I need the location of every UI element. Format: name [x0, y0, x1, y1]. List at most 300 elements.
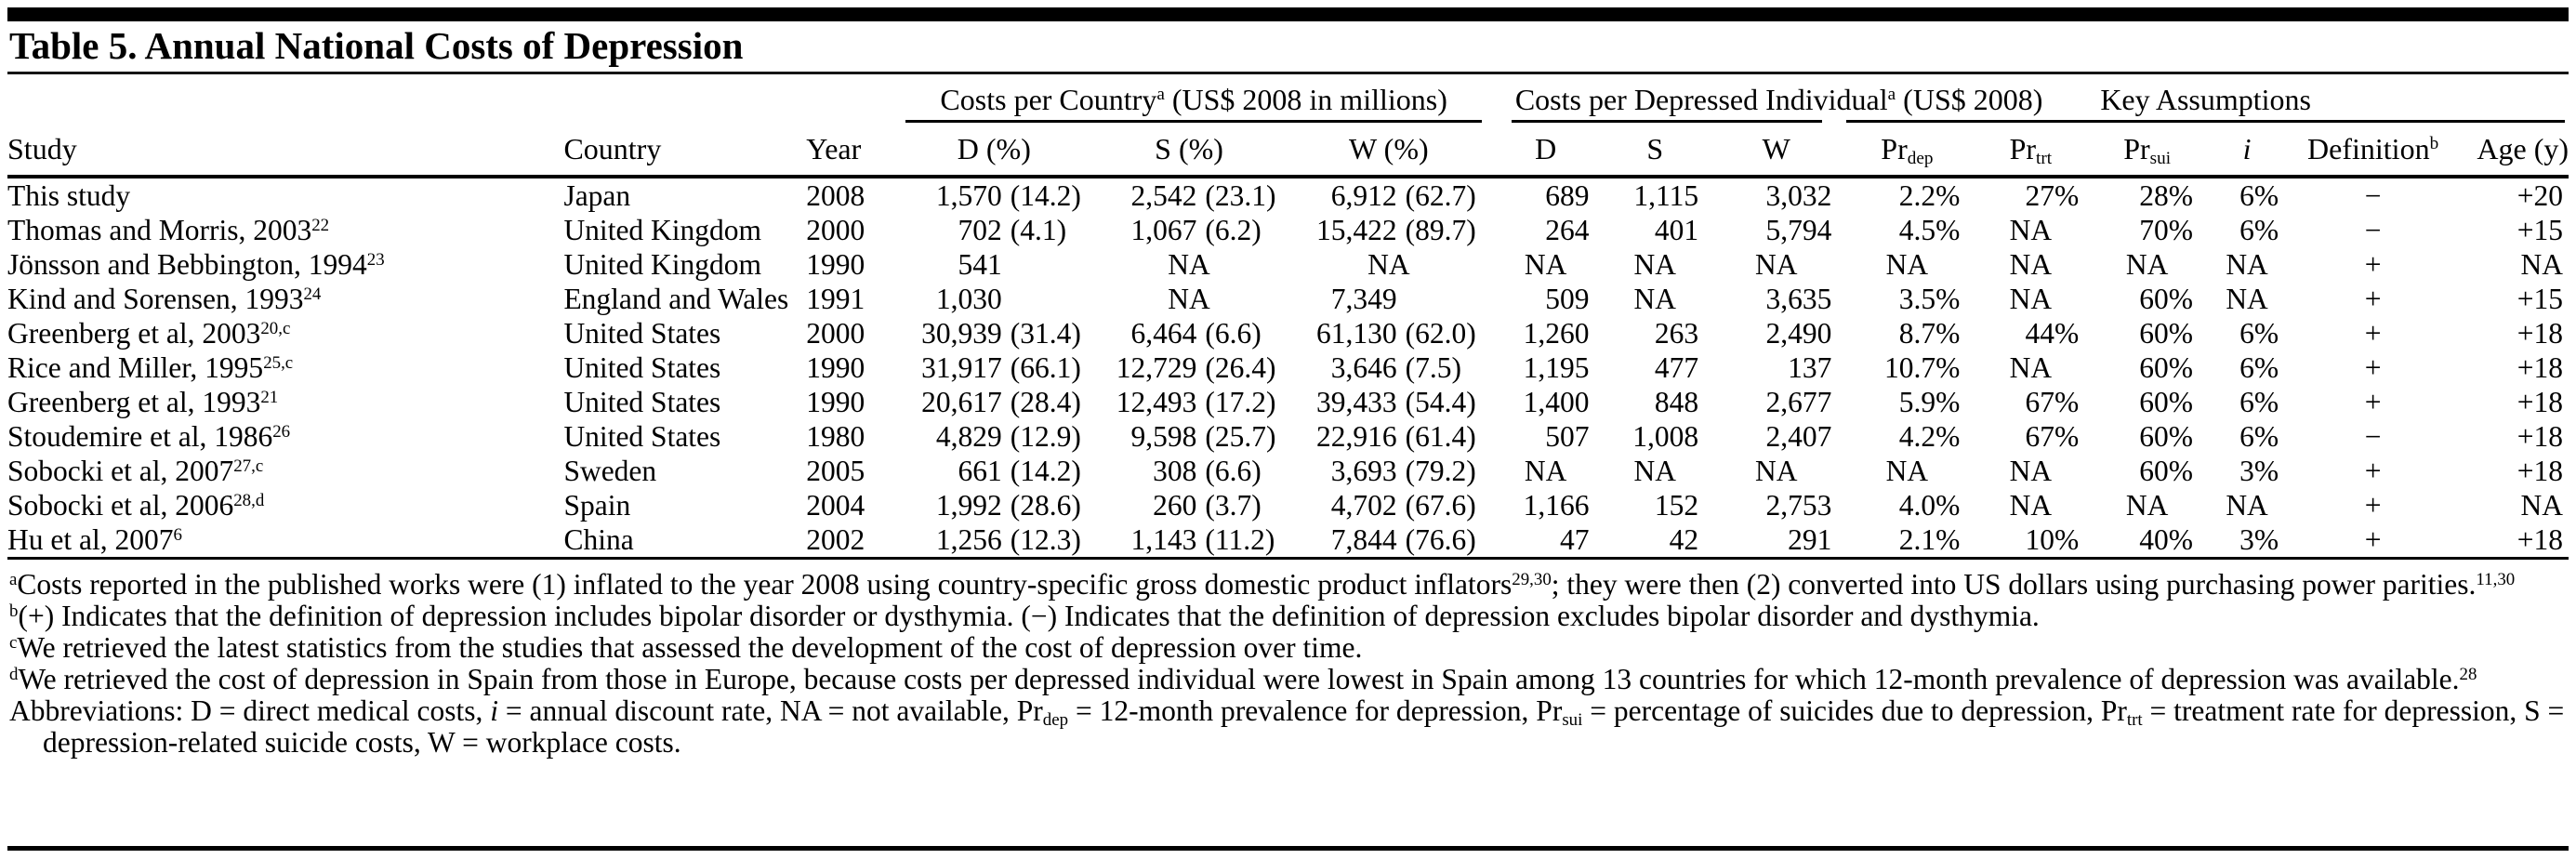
cell-age: +18	[2517, 351, 2563, 384]
cell-country: Japan	[563, 179, 631, 212]
footnote-d: $^d$We retrieved the cost of depression in Spain from those in Europe, because costs per depressed individual were lowest in Spain among 13 countries for which 12-month prevalence of depression was available.$^{28}$	[9, 663, 2477, 695]
cell-pr_dep: 5.9%	[1898, 386, 1961, 418]
cost-amount: 3,646	[1330, 351, 1397, 384]
cost-amount: 4,702	[1330, 489, 1397, 522]
column-header-study: Study	[7, 123, 563, 177]
cell-s_ind: NA	[1633, 455, 1677, 487]
cost-amount: 1,067	[1130, 214, 1197, 246]
cell-country: United Kingdom	[563, 214, 762, 246]
table-row	[7, 385, 2569, 419]
cost-value	[1287, 316, 1491, 350]
cell-d_pct	[896, 385, 1091, 419]
column-header-row	[7, 123, 2569, 177]
cell-w_pct	[1287, 454, 1491, 488]
column-header-w_ind: W	[1710, 123, 1843, 177]
cell-w_ind: 2,490	[1765, 317, 1832, 350]
cell-definition: −	[2364, 420, 2382, 453]
cell-s_pct	[1091, 454, 1287, 488]
cost-percent	[1397, 282, 1491, 316]
cell-definition: −	[2364, 214, 2382, 246]
cell-year: 1991	[806, 283, 865, 315]
cost-amount: 39,433	[1316, 386, 1397, 418]
cost-percent: (3.7)	[1205, 489, 1262, 522]
cell-s_pct: NA	[1168, 248, 1210, 281]
table-row	[7, 419, 2569, 454]
column-header-pr_sui: $Pr_{sui}$	[2090, 123, 2204, 177]
cell-definition: +	[2290, 522, 2456, 559]
cell-age: NA	[2520, 489, 2563, 522]
cell-study: Thomas and Morris, 2003$^{22}$	[7, 214, 330, 246]
cell-pr_trt: 10%	[1971, 522, 2090, 559]
cell-study: Stoudemire et al, 1986$^{26}$	[7, 420, 291, 453]
column-header-country: Country	[563, 123, 806, 177]
cost-percent: (6.2)	[1205, 214, 1262, 246]
cost-percent: (17.2)	[1205, 386, 1276, 418]
cell-pr_dep: 4.0%	[1898, 489, 1961, 522]
cell-s_pct: NA	[1168, 283, 1210, 315]
cell-s_pct	[1091, 316, 1287, 350]
column-header-i: i	[2204, 123, 2290, 177]
group-header-label: Costs per Country$^a$ (US$ 2008 in millions)	[905, 82, 1481, 123]
cell-definition: +	[2364, 351, 2382, 384]
cell-d_ind: 1,260	[1523, 317, 1590, 350]
cell-d_pct	[896, 454, 1091, 488]
cost-value	[1287, 522, 1491, 557]
cell-d_ind: 1,166	[1523, 489, 1590, 522]
bottom-rule-bar	[7, 846, 2569, 851]
group-header-blank	[7, 76, 896, 123]
cell-year: 2000	[806, 214, 865, 246]
footnote-b: $^b$(+) Indicates that the definition of depression includes bipolar disorder or dysthymia. (−) Indicates that the definition of depression excludes bipolar disorder and dysthymia.	[9, 600, 2040, 632]
cell-w_pct	[1287, 177, 1491, 213]
cost-value	[1091, 454, 1287, 488]
table-row	[7, 247, 2569, 282]
cost-amount: 6,912	[1330, 179, 1397, 212]
top-rule-bar	[7, 7, 2569, 21]
cost-amount: 7,844	[1330, 523, 1397, 556]
cell-w_pct	[1287, 385, 1491, 419]
cell-pr_trt: NA	[2009, 214, 2053, 246]
cell-country: United States	[563, 317, 721, 350]
cost-percent: (26.4)	[1205, 351, 1276, 384]
cell-s_pct	[1091, 419, 1287, 454]
cost-amount: 308	[1153, 455, 1197, 487]
cost-value	[896, 522, 1091, 557]
cost-amount: 3,693	[1330, 455, 1397, 487]
cost-percent: (7.5)	[1405, 351, 1461, 384]
cost-amount: 9,598	[1130, 420, 1197, 453]
cell-s_ind: 1,115	[1633, 179, 1699, 212]
cost-amount: 2,542	[1130, 179, 1197, 212]
cell-country: Spain	[563, 489, 631, 522]
cost-value	[1091, 488, 1287, 522]
cell-d_ind: NA	[1524, 248, 1567, 281]
cell-pr_sui: 28%	[2139, 179, 2194, 212]
cell-w_pct	[1287, 488, 1491, 522]
cell-w_pct: NA	[1367, 248, 1410, 281]
cell-pr_sui: 60%	[2139, 386, 2194, 418]
cell-study: Greenberg et al, 2003$^{20,c}$	[7, 317, 291, 350]
cell-country: Sweden	[563, 455, 657, 487]
cost-amount: 4,829	[935, 420, 1002, 453]
cell-pr_trt: 44%	[2025, 317, 2080, 350]
cell-s_ind: 477	[1654, 351, 1699, 384]
cost-amount: 15,422	[1316, 214, 1397, 246]
cost-percent: (12.9)	[1010, 420, 1081, 453]
cell-i: 6%	[2239, 317, 2279, 350]
cost-value	[1287, 454, 1491, 488]
cost-percent: (6.6)	[1205, 455, 1262, 487]
cost-value	[1287, 385, 1491, 419]
table-row	[7, 316, 2569, 350]
cell-definition: +	[2364, 283, 2382, 315]
cost-value	[1091, 522, 1287, 557]
cost-amount: 61,130	[1316, 317, 1397, 350]
cell-pr_trt: 27%	[2025, 179, 2080, 212]
cost-value	[1091, 350, 1287, 385]
cell-pr_trt: NA	[2009, 283, 2053, 315]
cell-year: 2005	[806, 455, 865, 487]
cell-pr_dep: 8.7%	[1898, 317, 1961, 350]
cell-d_pct	[896, 282, 1091, 316]
cost-percent: (12.3)	[1010, 523, 1081, 556]
cell-age: +18	[2456, 522, 2569, 559]
cell-s_pct	[1091, 213, 1287, 247]
cell-w_ind: 2,753	[1765, 489, 1832, 522]
cost-value	[1287, 282, 1491, 316]
table-row	[7, 282, 2569, 316]
cell-w_ind: 2,407	[1765, 420, 1832, 453]
cell-age: +15	[2517, 283, 2563, 315]
cell-country: United States	[563, 386, 721, 418]
cost-value	[896, 178, 1091, 213]
footnotes-section	[7, 560, 2569, 759]
cost-amount: 12,493	[1116, 386, 1197, 418]
cell-d_pct	[896, 213, 1091, 247]
table-row	[7, 522, 2569, 559]
cell-s_pct	[1091, 350, 1287, 385]
cost-value	[896, 419, 1091, 454]
column-header-definition: Definition$^b$	[2290, 123, 2456, 177]
group-header-costs-per-country	[896, 76, 1490, 123]
cost-percent: (89.7)	[1405, 214, 1476, 246]
cell-w_ind: NA	[1754, 248, 1798, 281]
cost-value	[1287, 419, 1491, 454]
cell-w_ind: 291	[1710, 522, 1843, 559]
cell-i: 3%	[2239, 455, 2279, 487]
cost-percent: (61.4)	[1405, 420, 1476, 453]
cell-d_pct	[896, 177, 1091, 213]
cost-percent: (76.6)	[1405, 523, 1476, 556]
cell-s_pct	[1091, 488, 1287, 522]
cell-definition: +	[2364, 455, 2382, 487]
cost-amount: 31,917	[921, 351, 1002, 384]
cell-d_ind: 509	[1545, 283, 1590, 315]
cost-value	[1287, 213, 1491, 247]
cell-year: 2002	[806, 522, 896, 559]
cell-pr_dep: 4.5%	[1898, 214, 1961, 246]
cell-study: Greenberg et al, 1993$^{21}$	[7, 386, 279, 418]
cost-amount: 1,256	[935, 523, 1002, 556]
cost-percent: (11.2)	[1205, 523, 1275, 556]
cell-d_pct	[896, 316, 1091, 350]
cell-pr_trt: NA	[2009, 455, 2053, 487]
cell-pr_trt: 67%	[2025, 420, 2080, 453]
cost-percent: (28.6)	[1010, 489, 1081, 522]
cell-i: 6%	[2239, 420, 2279, 453]
cell-year: 2000	[806, 317, 865, 350]
cost-value	[1091, 213, 1287, 247]
cell-s_ind: 401	[1654, 214, 1699, 246]
cost-percent: (31.4)	[1010, 317, 1081, 350]
cell-country: United States	[563, 351, 721, 384]
cell-study: Rice and Miller, 1995$^{25,c}$	[7, 351, 294, 384]
cell-s_ind: NA	[1633, 248, 1677, 281]
cell-year: 2008	[806, 179, 865, 212]
cost-amount: 260	[1153, 489, 1197, 522]
cell-age: +18	[2517, 386, 2563, 418]
cell-d_ind: 47	[1491, 522, 1601, 559]
cost-value	[896, 350, 1091, 385]
cell-year: 1990	[806, 248, 865, 281]
column-header-d_ind: D	[1491, 123, 1601, 177]
cell-i: NA	[2226, 283, 2268, 315]
cell-country: England and Wales	[563, 283, 789, 315]
cell-country: United Kingdom	[563, 248, 762, 281]
cell-i: 6%	[2239, 386, 2279, 418]
cell-w_ind: 3,635	[1765, 283, 1832, 315]
cost-percent: (54.4)	[1405, 386, 1476, 418]
cell-i: 6%	[2239, 351, 2279, 384]
cell-w_ind: NA	[1754, 455, 1798, 487]
cell-study: Sobocki et al, 2006$^{28,d}$	[7, 489, 265, 522]
table-row	[7, 177, 2569, 213]
cell-pr_sui: 40%	[2090, 522, 2204, 559]
cost-amount: 1,992	[935, 489, 1002, 522]
cell-s_ind: NA	[1633, 283, 1677, 315]
cell-year: 1980	[806, 420, 865, 453]
table-row	[7, 488, 2569, 522]
column-header-s_pct: S (%)	[1091, 123, 1287, 177]
cell-w_ind: 5,794	[1765, 214, 1832, 246]
cell-i: 6%	[2239, 179, 2279, 212]
column-header-s_ind: S	[1600, 123, 1710, 177]
cell-year: 2004	[806, 489, 865, 522]
cell-s_pct	[1091, 385, 1287, 419]
cost-value	[896, 385, 1091, 419]
cell-i: 6%	[2239, 214, 2279, 246]
cost-amount: 1,143	[1130, 523, 1197, 556]
cell-d_pct	[896, 419, 1091, 454]
cell-age: +18	[2517, 455, 2563, 487]
cell-age: NA	[2520, 248, 2563, 281]
cost-percent	[1002, 282, 1091, 316]
cell-pr_sui: 70%	[2139, 214, 2194, 246]
cell-s_pct	[1091, 522, 1287, 559]
cell-s_ind: 152	[1654, 489, 1699, 522]
table-row	[7, 454, 2569, 488]
cost-percent: (62.0)	[1405, 317, 1476, 350]
cell-d_ind: 264	[1545, 214, 1590, 246]
footnote-a: $^a$Costs reported in the published works were (1) inflated to the year 2008 using country-specific gross domestic product inflators$^{29,30}$; they were then (2) converted into US dollars using purchasing power parities.$^{11,30}$	[9, 568, 2516, 601]
column-header-w_pct: W (%)	[1287, 123, 1491, 177]
cost-value	[896, 488, 1091, 522]
cell-w_pct	[1287, 419, 1491, 454]
cost-percent: (14.2)	[1010, 455, 1081, 487]
cost-percent: (4.1)	[1010, 214, 1067, 246]
cell-d_ind: 689	[1545, 179, 1590, 212]
cost-percent: (25.7)	[1205, 420, 1276, 453]
cell-d_ind: 1,195	[1523, 351, 1590, 384]
cell-w_pct	[1287, 522, 1491, 559]
cell-d_ind: 1,400	[1523, 386, 1590, 418]
cell-pr_trt: 67%	[2025, 386, 2080, 418]
cell-pr_trt: NA	[2009, 248, 2053, 281]
cost-value	[896, 282, 1091, 316]
cell-s_ind: 848	[1654, 386, 1699, 418]
cost-value	[1091, 419, 1287, 454]
cell-age: +18	[2517, 317, 2563, 350]
cell-pr_sui: 60%	[2139, 420, 2194, 453]
cell-study: Kind and Sorensen, 1993$^{24}$	[7, 283, 322, 315]
cell-d_pct	[896, 488, 1091, 522]
cell-definition: +	[2364, 386, 2382, 418]
cell-w_pct	[1287, 316, 1491, 350]
cell-pr_dep: 4.2%	[1898, 420, 1961, 453]
cell-d_pct	[896, 350, 1091, 385]
cell-definition: +	[2364, 489, 2382, 522]
table-header	[7, 76, 2569, 177]
cell-pr_dep: 10.7%	[1884, 351, 1961, 384]
cost-amount: 541	[958, 248, 1002, 281]
cell-age: +18	[2517, 420, 2563, 453]
cell-i: NA	[2226, 489, 2268, 522]
cost-percent: (23.1)	[1205, 179, 1276, 212]
cell-pr_sui: 60%	[2139, 455, 2194, 487]
cost-percent: (6.6)	[1205, 317, 1262, 350]
cell-pr_dep: 2.1%	[1843, 522, 1971, 559]
cell-d_ind: NA	[1524, 455, 1567, 487]
cost-amount: 22,916	[1316, 420, 1397, 453]
group-header-costs-per-depressed-individual	[1491, 76, 2043, 123]
cost-value	[1287, 350, 1491, 385]
cost-amount: 1,030	[935, 283, 1002, 315]
cost-percent: (62.7)	[1405, 179, 1476, 212]
column-header-pr_trt: $Pr_{trt}$	[1971, 123, 2090, 177]
cost-percent: (28.4)	[1010, 386, 1081, 418]
cell-pr_sui: NA	[2125, 489, 2169, 522]
cell-pr_trt: NA	[2009, 351, 2053, 384]
cost-amount: 7,349	[1330, 283, 1397, 315]
costs-table	[7, 76, 2569, 560]
cell-s_ind: 1,008	[1632, 420, 1699, 453]
cell-d_pct	[896, 247, 1091, 282]
cost-amount: 30,939	[921, 317, 1002, 350]
cell-study: Jönsson and Bebbington, 1994$^{23}$	[7, 248, 385, 281]
cell-w_ind: 3,032	[1765, 179, 1832, 212]
cell-definition: +	[2364, 317, 2382, 350]
column-header-age: Age (y)	[2456, 123, 2569, 177]
cost-percent: (67.6)	[1405, 489, 1476, 522]
cost-value	[1287, 488, 1491, 522]
cost-percent: (66.1)	[1010, 351, 1081, 384]
abbreviations: Abbreviations: D = direct medical costs, i = annual discount rate, NA = not available, $Pr_{dep}$ = 12-month prevalence for depression, $Pr_{sui}$ = percentage of suicides due to depression, $Pr_{trt}$ = treatment rate for depression, S = depression-related suicide costs, W = workplace costs.	[9, 694, 2565, 759]
cell-w_ind: 137	[1788, 351, 1832, 384]
cell-pr_sui: NA	[2125, 248, 2169, 281]
cost-value	[896, 213, 1091, 247]
cell-pr_dep: NA	[1885, 248, 1929, 281]
table-row	[7, 350, 2569, 385]
cell-definition: −	[2364, 179, 2382, 212]
cell-pr_dep: NA	[1885, 455, 1929, 487]
cell-w_pct	[1287, 213, 1491, 247]
cost-value	[1091, 178, 1287, 213]
cell-pr_dep: 3.5%	[1898, 283, 1961, 315]
column-header-year: Year	[806, 123, 896, 177]
cell-year: 1990	[806, 386, 865, 418]
cost-amount: 702	[958, 214, 1002, 246]
column-header-d_pct: D (%)	[896, 123, 1091, 177]
cost-amount: 661	[958, 455, 1002, 487]
cell-study: Hu et al, 2007$^6$	[7, 522, 563, 559]
cell-age: +15	[2517, 214, 2563, 246]
cell-i: NA	[2226, 248, 2268, 281]
cost-value	[896, 454, 1091, 488]
cell-year: 1990	[806, 351, 865, 384]
cell-pr_sui: 60%	[2139, 351, 2194, 384]
cell-s_ind: 42	[1600, 522, 1710, 559]
cell-age: +20	[2517, 179, 2563, 212]
cell-d_pct	[896, 522, 1091, 559]
table-body	[7, 177, 2569, 559]
cell-pr_dep: 2.2%	[1898, 179, 1961, 212]
cost-value	[896, 247, 1091, 282]
cell-definition: +	[2364, 248, 2382, 281]
cell-w_ind: 2,677	[1765, 386, 1832, 418]
table-row	[7, 213, 2569, 247]
cell-pr_sui: 60%	[2139, 317, 2194, 350]
cost-percent: (79.2)	[1405, 455, 1476, 487]
cost-amount: 12,729	[1116, 351, 1197, 384]
cell-pr_sui: 60%	[2139, 283, 2194, 315]
cell-s_pct	[1091, 177, 1287, 213]
cell-s_ind: 263	[1654, 317, 1699, 350]
cell-d_ind: 507	[1545, 420, 1590, 453]
cost-percent: (14.2)	[1010, 179, 1081, 212]
cost-percent	[1002, 247, 1091, 282]
cell-i: 3%	[2204, 522, 2290, 559]
footnote-c: $^c$We retrieved the latest statistics from the studies that assessed the development of the cost of depression over time.	[9, 631, 1363, 664]
cell-w_pct	[1287, 350, 1491, 385]
cell-study: Sobocki et al, 2007$^{27,c}$	[7, 455, 264, 487]
cell-country: China	[563, 522, 806, 559]
cell-country: United States	[563, 420, 721, 453]
cost-value	[896, 316, 1091, 350]
cost-value	[1287, 178, 1491, 213]
cell-study: This study	[7, 179, 131, 212]
cost-value	[1091, 385, 1287, 419]
column-header-pr_dep: $Pr_{dep}$	[1843, 123, 1971, 177]
cell-pr_trt: NA	[2009, 489, 2053, 522]
group-header-row	[7, 76, 2569, 123]
cost-amount: 6,464	[1130, 317, 1197, 350]
cost-amount: 1,570	[935, 179, 1002, 212]
group-header-label: Costs per Depressed Individual$^a$ (US$ 2008)	[1512, 82, 1823, 123]
cell-w_pct	[1287, 282, 1491, 316]
cost-value	[1091, 316, 1287, 350]
group-header-label: Key Assumptions	[1846, 82, 2565, 123]
table-title: Table 5. Annual National Costs of Depression	[7, 21, 2569, 74]
